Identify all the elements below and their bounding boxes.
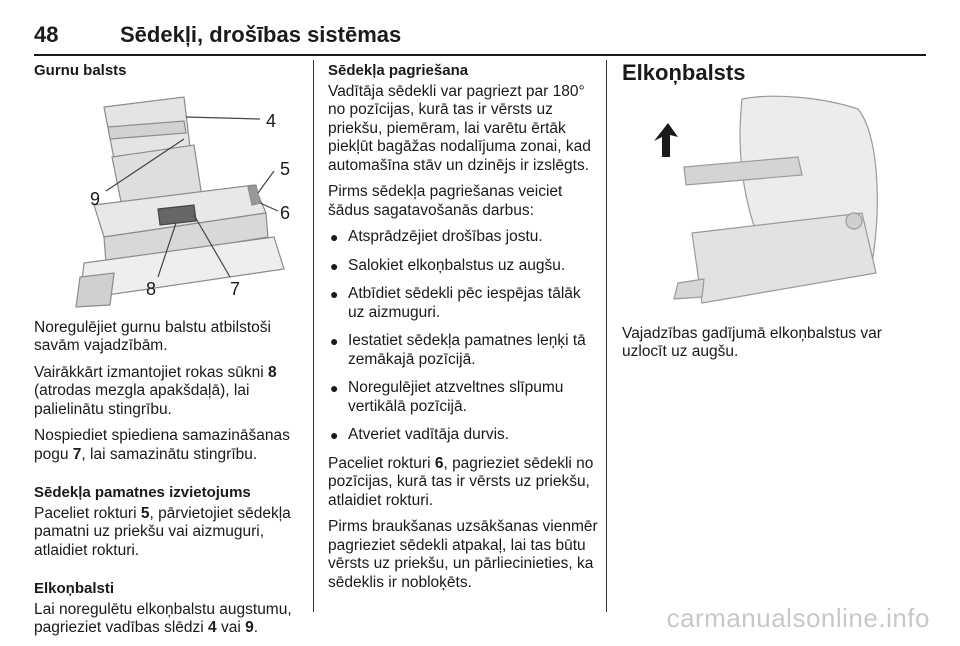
paragraph-fold-armrests: Vajadzības gadījumā elkoņbalstus var uzlocīt uz augšu. <box>622 324 882 360</box>
watermark: carmanualsonline.info <box>666 603 930 633</box>
seat-drawing <box>674 96 877 303</box>
subheading-armrests: Elkoņbalsti <box>34 580 115 597</box>
list-item: ● Atsprādzējiet drošības jostu. <box>330 228 543 245</box>
heading-armrest: Elkoņbalsts <box>622 60 746 85</box>
figure-label-8: 8 <box>146 278 157 299</box>
arrow-up-icon <box>654 123 678 157</box>
heading-lumbar-support: Gurnu balsts <box>34 62 127 79</box>
lumbar-seat-illustration <box>34 87 298 309</box>
page-header <box>34 22 926 54</box>
paragraph-pressure-button: Nospiediet spiediena samazināšanas pogu 7, lai samazinātu stingrību. <box>34 427 290 463</box>
subheading-seat-rotation: Sēdekļa pagriešana <box>328 62 469 79</box>
list-item: ● Atveriet vadītāja durvis. <box>330 426 510 443</box>
column-3 <box>622 62 890 370</box>
seat-drawing <box>76 97 284 307</box>
column-2 <box>328 62 598 600</box>
paragraph-pump: Vairākkārt izmantojiet rokas sūkni 8 (atrodas mezgla apakšdaļā), lai palielinātu stingrību. <box>34 363 277 418</box>
column-divider-1 <box>313 60 314 612</box>
chapter-title: Sēdekļi, drošības sistēmas <box>120 22 402 47</box>
figure-label-4: 4 <box>266 110 277 131</box>
paragraph-seat-base: Paceliet rokturi 5, pārvietojiet sēdekļa pamatni uz priekšu vai aizmuguri, atlaidiet rokturi. <box>34 504 291 559</box>
list-item: ● Iestatiet sēdekļa pamatnes leņķi tā zemākajā pozīcijā. <box>330 332 586 368</box>
list-item: ● Noregulējiet atzveltnes slīpumu vertikālā pozīcijā. <box>330 379 564 415</box>
column-1 <box>34 62 302 646</box>
figure-label-9: 9 <box>90 188 101 209</box>
paragraph-lift-handle: Paceliet rokturi 6, pagrieziet sēdekli no pozīcijas, kurā tas ir vērsts uz priekšu, atlaidiet rokturi. <box>328 454 594 509</box>
list-item: ● Atbīdiet sēdekli pēc iespējas tālāk uz aizmuguri. <box>330 285 581 321</box>
armrest-illustration <box>622 93 882 307</box>
list-item: ● Salokiet elkoņbalstus uz augšu. <box>330 256 566 274</box>
paragraph-before-driving: Pirms braukšanas uzsākšanas vienmēr pagrieziet sēdekli atpakaļ, lai tas būtu vērsts uz priekšu, un pārliecinieties, ka sēdeklis ir nobloķēts. <box>328 518 598 591</box>
subheading-seat-base-position: Sēdekļa pamatnes izvietojums <box>34 484 251 501</box>
paragraph-rotation-intro: Vadītāja sēdekli var pagriezt par 180° no pozīcijas, kurā tas ir vērsts uz priekšu, piemēram, lai varētu ērtāk piekļūt bagāžas nodalījuma zonai, kad automašīna stāv un dzinējs ir izslēgts. <box>328 82 591 174</box>
paragraph-preparation: Pirms sēdekļa pagriešanas veiciet šādus sagatavošanās darbus: <box>328 183 563 219</box>
figure-label-6: 6 <box>280 202 291 223</box>
column-divider-2 <box>606 60 607 612</box>
paragraph-adjust-lumbar: Noregulējiet gurnu balstu atbilstoši savām vajadzībām. <box>34 318 271 354</box>
header-rule <box>34 54 926 56</box>
preparation-list <box>328 228 598 445</box>
page-number: 48 <box>34 22 59 47</box>
paragraph-armrest-height: Lai noregulētu elkoņbalstu augstumu, pagrieziet vadības slēdzi 4 vai 9. <box>34 600 292 636</box>
figure-label-7: 7 <box>230 278 241 299</box>
figure-label-5: 5 <box>280 158 291 179</box>
